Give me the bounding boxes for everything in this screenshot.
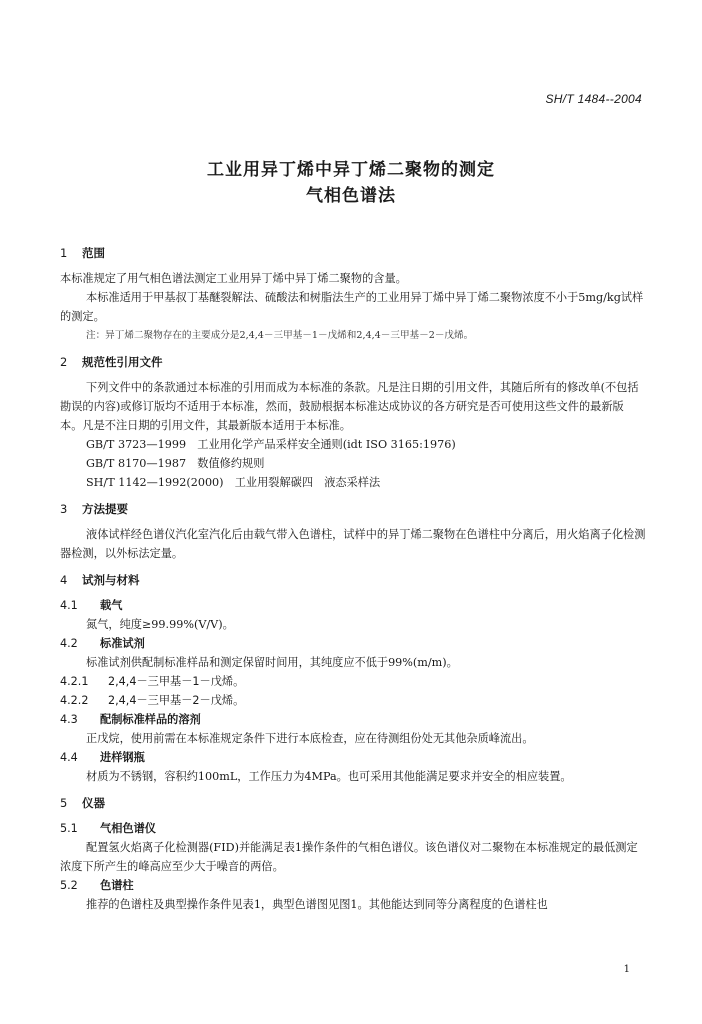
subsection-heading: 4.4 进样钢瓶: [60, 751, 145, 764]
subsection-heading: 5.2 色谱柱: [60, 879, 134, 892]
standard-number: SH/T 1484--2004: [545, 92, 642, 106]
section-heading-3: 3 方法提要: [60, 502, 128, 516]
paragraph: 液体试样经色谱仪汽化室汽化后由载气带入色谱柱，试样中的异丁烯二聚物在色谱柱中分离后，用火焰离子化检测器检测，以外标法定量。: [60, 528, 646, 560]
section-heading-2: 2 规范性引用文件: [60, 355, 163, 369]
subsection-heading: 4.1 载气: [60, 599, 123, 612]
subsection-heading: 4.3 配制标准样品的溶剂: [60, 713, 201, 726]
subsection-item: 4.2.1 2,4,4－三甲基－1－戊烯。: [60, 675, 245, 688]
paragraph: 推荐的色谱柱及典型操作条件见表1，典型色谱图见图1。其他能达到同等分离程度的色谱柱也: [86, 898, 548, 911]
reference-item: GB/T 3723—1999 工业用化学产品采样安全通则(idt ISO 3165:1976): [86, 438, 456, 451]
section-heading-1: 1 范围: [60, 246, 105, 260]
page-number: 1: [623, 964, 630, 975]
subsection-item: 4.2.2 2,4,4－三甲基－2－戊烯。: [60, 694, 245, 707]
document-body: [60, 236, 646, 914]
paragraph: 配置氢火焰离子化检测器(FID)并能满足表1操作条件的气相色谱仪。该色谱仪对二聚物在本标准规定的最低测定浓度下所产生的峰高应至少大于噪音的两倍。: [60, 841, 638, 873]
paragraph: 氮气，纯度≥99.99%(V/V)。: [86, 618, 234, 631]
paragraph: 正戊烷，使用前需在本标准规定条件下进行本底检查，应在待测组份处无其他杂质峰流出。: [86, 732, 534, 745]
document-subtitle: 气相色谱法: [306, 186, 396, 206]
paragraph: 下列文件中的条款通过本标准的引用而成为本标准的条款。凡是注日期的引用文件，其随后所有的修改单(不包括勘误的内容)或修订版均不适用于本标准，然而，鼓励根据本标准达成协议的各方研究是否可使用这些文件的最新版本。凡是不注日期的引用文件，其最新版本适用于本标准。: [60, 381, 639, 432]
subsection-heading: 5.1 气相色谱仪: [60, 822, 156, 835]
paragraph: 本标准规定了用气相色谱法测定工业用异丁烯中异丁烯二聚物的含量。: [60, 272, 407, 285]
section-heading-5: 5 仪器: [60, 796, 105, 810]
note: 注：异丁烯二聚物存在的主要成分是2,4,4－三甲基－1－戊烯和2,4,4－三甲基－2－戊烯。: [86, 330, 474, 341]
reference-item: GB/T 8170—1987 数值修约规则: [86, 457, 265, 470]
document-title: 工业用异丁烯中异丁烯二聚物的测定: [207, 160, 495, 180]
subsection-heading: 4.2 标准试剂: [60, 637, 145, 650]
paragraph: 材质为不锈钢，容积约100mL，工作压力为4MPa。也可采用其他能满足要求并安全的相应装置。: [86, 770, 572, 783]
paragraph: 标准试剂供配制标准样品和测定保留时间用，其纯度应不低于99%(m/m)。: [86, 656, 458, 669]
section-heading-4: 4 试剂与材料: [60, 573, 140, 587]
paragraph: 本标准适用于甲基叔丁基醚裂解法、硫酸法和树脂法生产的工业用异丁烯中异丁烯二聚物浓度不小于5mg/kg试样的测定。: [60, 291, 644, 323]
reference-item: SH/T 1142—1992(2000) 工业用裂解碳四 液态采样法: [86, 476, 381, 489]
